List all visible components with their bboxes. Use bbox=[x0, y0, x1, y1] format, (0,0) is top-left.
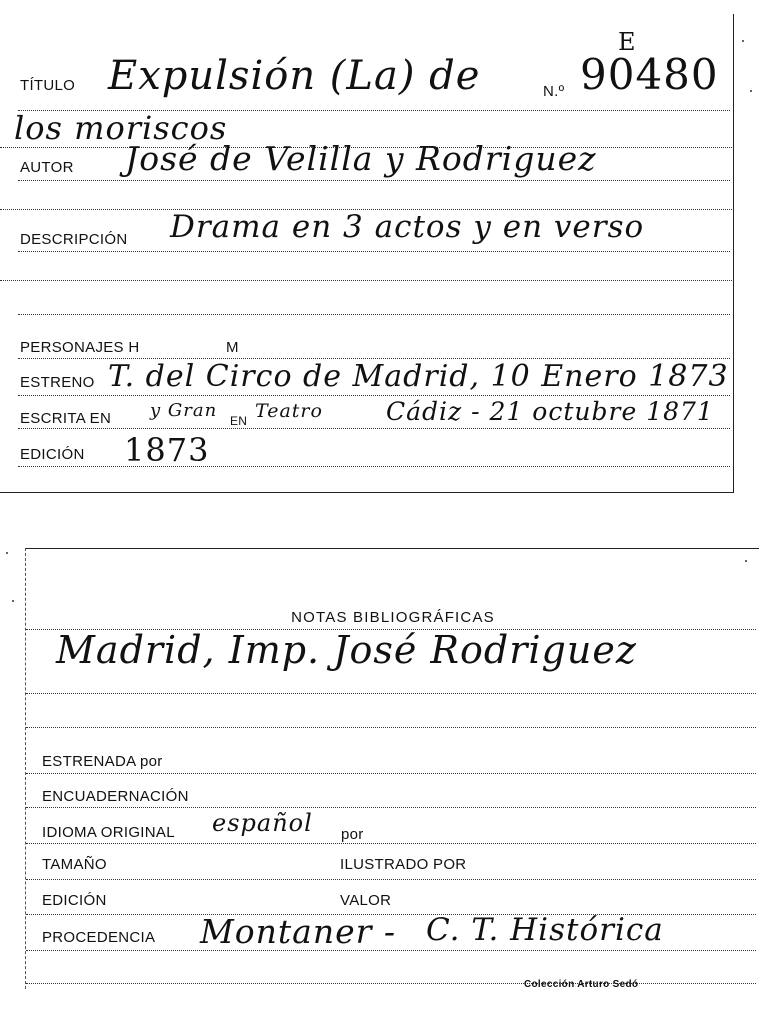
notas-value: Madrid, Imp. José Rodriguez bbox=[56, 628, 637, 672]
estrenada-label: ESTRENADA por bbox=[42, 753, 163, 770]
scan-speck bbox=[12, 600, 14, 602]
descripcion-rule bbox=[18, 251, 730, 252]
tamano-rule bbox=[26, 879, 756, 880]
idioma-rule bbox=[26, 843, 756, 844]
idioma-suffix: por bbox=[341, 826, 364, 843]
catalog-card-back bbox=[25, 548, 759, 989]
scan-speck bbox=[750, 90, 752, 92]
numero-label: N.º bbox=[543, 83, 565, 100]
titulo-label: TÍTULO bbox=[20, 77, 76, 94]
corner-mark: E bbox=[618, 28, 637, 56]
descripcion-label: DESCRIPCIÓN bbox=[20, 231, 128, 248]
escrita-value: Cádiz - 21 octubre 1871 bbox=[386, 397, 714, 426]
notas-heading: NOTAS BIBLIOGRÁFICAS bbox=[291, 609, 495, 626]
procedencia-rule-2 bbox=[26, 983, 756, 984]
autor-rule bbox=[18, 180, 730, 181]
idioma-value: español bbox=[212, 809, 313, 837]
catalog-card-front bbox=[0, 14, 734, 493]
procedencia-rule bbox=[26, 950, 756, 951]
personajes-label: PERSONAJES H bbox=[20, 339, 140, 356]
tamano-label: TAMAÑO bbox=[42, 856, 107, 873]
personajes-m-label: M bbox=[226, 339, 239, 356]
valor-label: VALOR bbox=[340, 892, 392, 909]
procedencia-value-2: C. T. Histórica bbox=[426, 912, 664, 948]
ilustrado-label: ILUSTRADO POR bbox=[340, 856, 467, 873]
scan-speck bbox=[742, 40, 744, 42]
collection-credit: Colección Arturo Sedó bbox=[524, 979, 639, 990]
autor-value: José de Velilla y Rodriguez bbox=[125, 139, 597, 178]
procedencia-value: Montaner - bbox=[200, 912, 397, 951]
notas-rule-1 bbox=[26, 629, 756, 630]
idioma-label: IDIOMA ORIGINAL bbox=[42, 824, 175, 841]
edicion-value: 1873 bbox=[124, 431, 210, 469]
edicion-back-label: EDICIÓN bbox=[42, 892, 107, 909]
descripcion-rule-2 bbox=[0, 280, 732, 281]
encuadernacion-rule bbox=[26, 807, 756, 808]
estreno-rule bbox=[18, 395, 730, 396]
titulo-value-cont: los moriscos bbox=[14, 109, 228, 147]
numero-value: 90480 bbox=[580, 50, 719, 99]
notas-rule-2 bbox=[26, 693, 756, 694]
escrita-pre: y Gran bbox=[150, 400, 218, 421]
estrenada-rule bbox=[26, 773, 756, 774]
estreno-label: ESTRENO bbox=[20, 374, 95, 391]
estreno-value: T. del Circo de Madrid, 10 Enero 1873 bbox=[108, 359, 729, 394]
escrita-en: EN bbox=[230, 414, 248, 428]
titulo-value: Expulsión (La) de bbox=[108, 53, 481, 99]
procedencia-label: PROCEDENCIA bbox=[42, 929, 156, 946]
scan-speck bbox=[6, 552, 8, 554]
escrita-label: ESCRITA EN bbox=[20, 410, 112, 427]
blank-rule bbox=[18, 314, 730, 315]
descripcion-value: Drama en 3 actos y en verso bbox=[170, 209, 645, 245]
edicion-label: EDICIÓN bbox=[20, 446, 85, 463]
encuadernacion-label: ENCUADERNACIÓN bbox=[42, 788, 189, 805]
edicion-rule bbox=[18, 466, 730, 467]
notas-rule-3 bbox=[26, 727, 756, 728]
scan-speck bbox=[745, 560, 747, 562]
autor-label: AUTOR bbox=[20, 159, 74, 176]
escrita-teatro: Teatro bbox=[255, 400, 323, 422]
escrita-rule bbox=[18, 428, 730, 429]
